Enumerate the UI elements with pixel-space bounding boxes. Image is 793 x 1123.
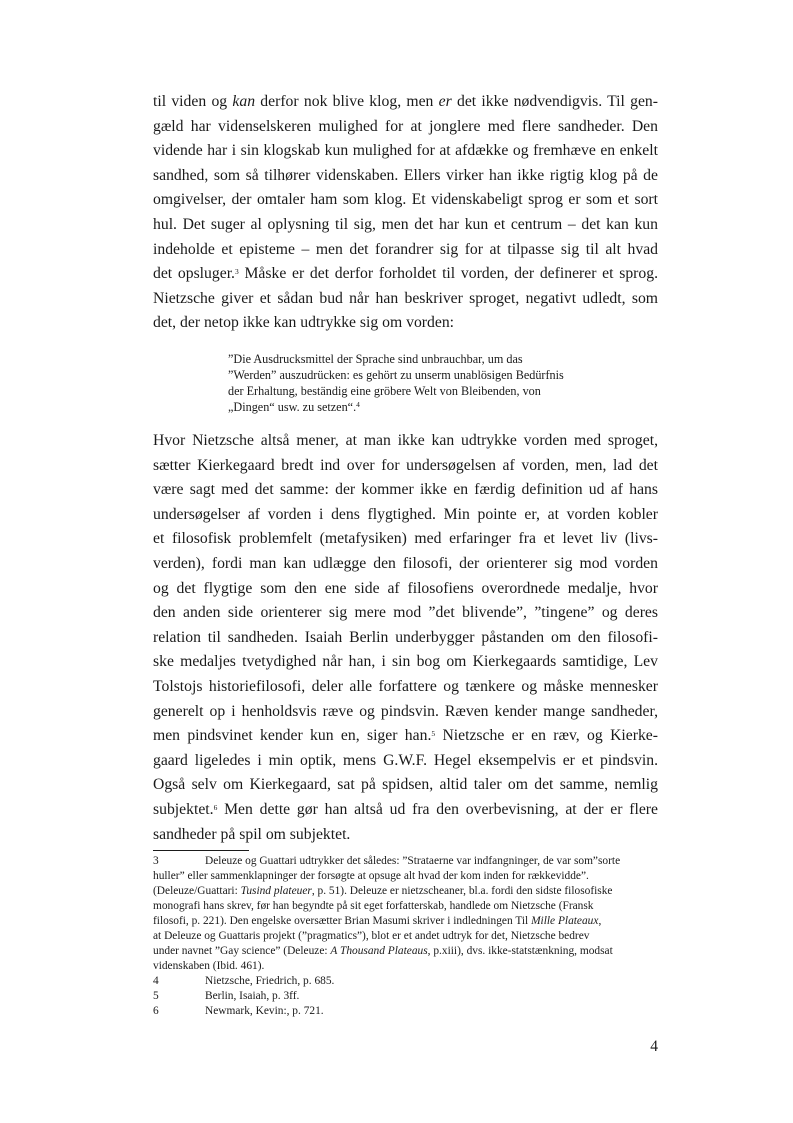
quote-line: ”Werden” auszudrücken: es gehört zu unserm unablösigen Bedürfnis	[228, 368, 564, 382]
footnote-line: 3 Deleuze og Guattari udtrykker det således: ”Strataerne var indfangninger, de var som”sorte	[153, 855, 621, 867]
footnote-line: 4 Nietzsche, Friedrich, p. 685.	[153, 975, 335, 987]
body-text-line: et filosofisk problemfelt (metafysiken) med erfaringer fra et levet liv (livs-	[153, 530, 658, 548]
footnote-line: 6 Newmark, Kevin:, p. 721.	[153, 1005, 324, 1017]
body-text-line: vidende har i sin klogskab kun mulighed for at afdække og fremhæve en enkelt	[153, 142, 658, 160]
body-text-line: men pindsvinet kender kun en, siger han.$^5$ Nietzsche er en ræv, og Kierke-	[153, 727, 658, 745]
footnote-line: (Deleuze/Guattari: Tusind plateuer, p. 51). Deleuze er nietzscheaner, bl.a. fordi den sidste filosofiske	[153, 885, 613, 897]
quote-line: ”Die Ausdrucksmittel der Sprache sind unbrauchbar, um das	[228, 352, 523, 366]
footnote-line: filosofi, p. 221). Den engelske oversætter Brian Masumi skriver i indledningen Til Mille Plateaux,	[153, 915, 602, 927]
footnotes	[153, 854, 663, 1019]
body-text-line: indeholde et episteme – men det forandrer sig for at tilpasse sig til alt hvad	[153, 240, 658, 258]
body-text-line: relation til sandheden. Isaiah Berlin underbygger påstanden om den filosofi-	[153, 628, 658, 646]
body-text-line: Tolstojs historiefilosofi, deler alle forfattere og tænkere og måske mennesker	[153, 677, 658, 695]
body-text-line: og det flygtige som den ene side af filosofiens overordnede medalje, hvor	[153, 579, 658, 597]
footnote-line: videnskaben (Ibid. 461).	[153, 960, 265, 972]
body-text-line: subjektet.$^6$ Men dette gør han altså ud fra den overbevisning, at der er flere	[153, 800, 658, 818]
block-quote	[228, 351, 564, 415]
body-text-line: hul. Det suger al oplysning til sig, men det har kun et centrum – det kan kun	[153, 215, 658, 233]
body-text-line: ske medaljes tvetydighed når han, i sin bog om Kierkegaards samtidige, Lev	[153, 653, 658, 671]
body-text-line: sætter Kierkegaard bredt ind over for undersøgelsen af vorden, men, lad det	[153, 456, 658, 474]
quote-line: der Erhaltung, beständig eine gröbere Welt von Bleibenden, von	[228, 384, 541, 398]
body-paragraph-2	[153, 429, 658, 847]
body-text-line: gæld har videnselskeren mulighed for at jonglere med flere sandheder. Den	[153, 117, 658, 135]
body-text-line: Også selv om Kierkegaard, sat på spidsen, altid taler om det samme, nemlig	[153, 776, 658, 794]
footnote-line: huller” eller sammenklapninger der forsøgte at opsuge alt hvad der kom inden for rækkevidde”.	[153, 870, 589, 882]
page-number: 4	[650, 1038, 658, 1055]
footnote-line: at Deleuze og Guattaris projekt (”pragmatics”), blot er et andet udtryk for det, Nietzsche bedrev	[153, 930, 590, 942]
body-text-line: verden), fordi man kan udlægge den filosofi, der orienterer sig mod vorden	[153, 554, 658, 572]
body-text-line: til viden og kan derfor nok blive klog, men er det ikke nødvendigvis. Til gen-	[153, 93, 658, 110]
body-text-line: undersøgelser af vorden i dens flygtighed. Min pointe er, at vorden kobler	[153, 505, 658, 523]
footnote-line: monografi hans skrev, før han begyndte på sit eget forfatterskab, handlede om Nietzsche (Fransk	[153, 900, 594, 912]
body-paragraph-1	[153, 90, 658, 336]
body-text-line: Nietzsche giver et sådan bud når han beskriver sproget, negativt udledt, som	[153, 289, 658, 307]
body-text-line: sandheder på spil om subjektet.	[153, 825, 351, 843]
body-text-line: den anden side orienterer sig mere mod ”det blivende”, ”tingene” og deres	[153, 604, 658, 622]
body-text-line: omgivelser, der omtaler ham som klog. Et videnskabeligt sprog er som et sort	[153, 191, 658, 209]
body-text-line: generelt op i henholdsvis ræve og pindsvin. Ræven kender mange sandheder,	[153, 702, 658, 720]
body-text-line: det, der netop ikke kan udtrykke sig om vorden:	[153, 314, 455, 332]
footnote-separator	[153, 850, 249, 851]
quote-line: „Dingen“ usw. zu setzen“.$^4$	[228, 399, 360, 414]
body-text-line: Hvor Nietzsche altså mener, at man ikke kan udtrykke vorden med sproget,	[153, 432, 658, 449]
footnote-line: under navnet ”Gay science” (Deleuze: A Thousand Plateaus, p.xiii), dvs. ikke-statstænkning, modsat	[153, 945, 613, 957]
footnote-line: 5 Berlin, Isaiah, p. 3ff.	[153, 990, 300, 1002]
body-text-line: det opsluger.$^3$ Måske er det derfor forholdet til vorden, der definerer et sprog.	[153, 265, 658, 283]
body-text-line: være sagt med det samme: der kommer ikke en færdig definition ud af hans	[153, 481, 658, 499]
body-text-line: gaard ligeledes i min optik, mens G.W.F. Hegel eksempelvis er et pindsvin.	[153, 751, 658, 769]
body-text-line: sandhed, som så tilhører videnskaben. Ellers virker han ikke rigtig klog på de	[153, 166, 658, 184]
